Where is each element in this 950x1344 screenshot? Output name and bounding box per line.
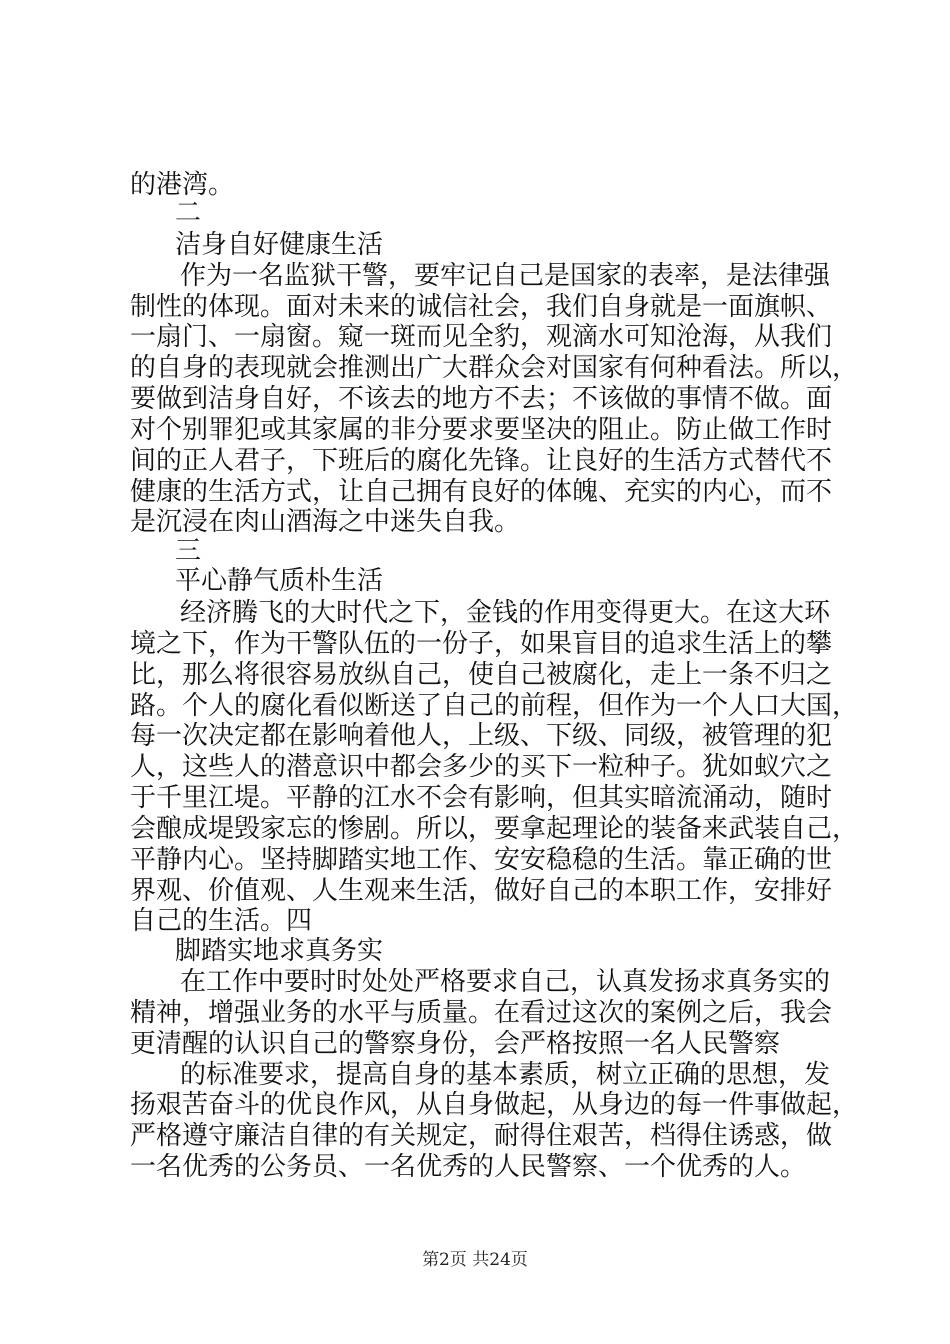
text-line: 间的正人君子，下班后的腐化先锋。让良好的生活方式替代不 bbox=[130, 445, 833, 476]
text-line: 经济腾飞的大时代之下，金钱的作用变得更大。在这大环 bbox=[180, 598, 831, 628]
text-line: 更清醒的认识自己的警察身份，会严格按照一名人民警察 bbox=[130, 1028, 781, 1059]
text-line: 比，那么将很容易放纵自己，使自己被腐化，走上一条不归之 bbox=[130, 659, 833, 690]
text-line: 自己的生活。四 bbox=[130, 906, 313, 937]
text-line: 于千里江堤。平静的江水不会有影响，但其实暗流涌动，随时 bbox=[130, 783, 833, 813]
text-line: 健康的生活方式，让自己拥有良好的体魄、充实的内心，而不 bbox=[130, 476, 833, 507]
text-line: 的自身的表现就会推测出广大群众会对国家有何种看法。所以， bbox=[130, 353, 859, 384]
text-line: 每一次决定都在影响着他人，上级、下级、同级，被管理的犯 bbox=[130, 721, 833, 752]
text-line: 人，这些人的潜意识中都会多少的买下一粒种子。犹如蚁穴之 bbox=[130, 752, 833, 783]
text-line: 要做到洁身自好，不该去的地方不去；不该做的事情不做。面 bbox=[130, 384, 833, 414]
text-line: 是沉浸在肉山酒海之中迷失自我。 bbox=[130, 507, 521, 538]
text-line: 制性的体现。面对未来的诚信社会，我们自身就是一面旗帜、 bbox=[130, 291, 833, 322]
section-heading: 洁身自好健康生活 bbox=[175, 229, 384, 260]
text-line: 路。个人的腐化看似断送了自己的前程，但作为一个人口大国， bbox=[130, 690, 859, 721]
text-line: 严格遵守廉洁自律的有关规定，耐得住艰苦，档得住诱惑，做 bbox=[130, 1121, 833, 1152]
text-line: 一扇门、一扇窗。窥一斑而见全豹，观滴水可知沧海，从我们 bbox=[130, 322, 833, 353]
section-heading: 脚踏实地求真务实 bbox=[175, 936, 384, 967]
section-number: 二 bbox=[175, 198, 202, 229]
text-line: 在工作中要时时处处严格要求自己，认真发扬求真务实的 bbox=[180, 967, 831, 997]
section-number: 三 bbox=[175, 535, 202, 566]
text-line: 境之下，作为干警队伍的一份子，如果盲目的追求生活上的攀 bbox=[130, 628, 833, 659]
text-line: 的港湾。 bbox=[130, 170, 235, 200]
text-line: 作为一名监狱干警，要牢记自己是国家的表率，是法律强 bbox=[180, 260, 831, 291]
text-line: 对个别罪犯或其家属的非分要求要坚决的阻止。防止做工作时 bbox=[130, 414, 833, 445]
text-line: 平静内心。坚持脚踏实地工作、安安稳稳的生活。靠正确的世 bbox=[130, 844, 833, 875]
section-heading: 平心静气质朴生活 bbox=[175, 566, 384, 597]
text-line: 精神，增强业务的水平与质量。在看过这次的案例之后，我会 bbox=[130, 997, 833, 1028]
text-line: 的标准要求，提高自身的基本素质，树立正确的思想，发 bbox=[180, 1059, 831, 1090]
page-number-footer: 第2页 共24页 bbox=[422, 1250, 528, 1270]
text-line: 会酿成堤毁家忘的惨剧。所以，要拿起理论的装备来武装自己， bbox=[130, 813, 859, 844]
text-line: 界观、价值观、人生观来生活，做好自己的本职工作，安排好 bbox=[130, 875, 833, 906]
text-line: 扬艰苦奋斗的优良作风，从自身做起，从身边的每一件事做起， bbox=[130, 1090, 859, 1121]
text-line: 一名优秀的公务员、一名优秀的人民警察、一个优秀的人。 bbox=[130, 1152, 807, 1182]
